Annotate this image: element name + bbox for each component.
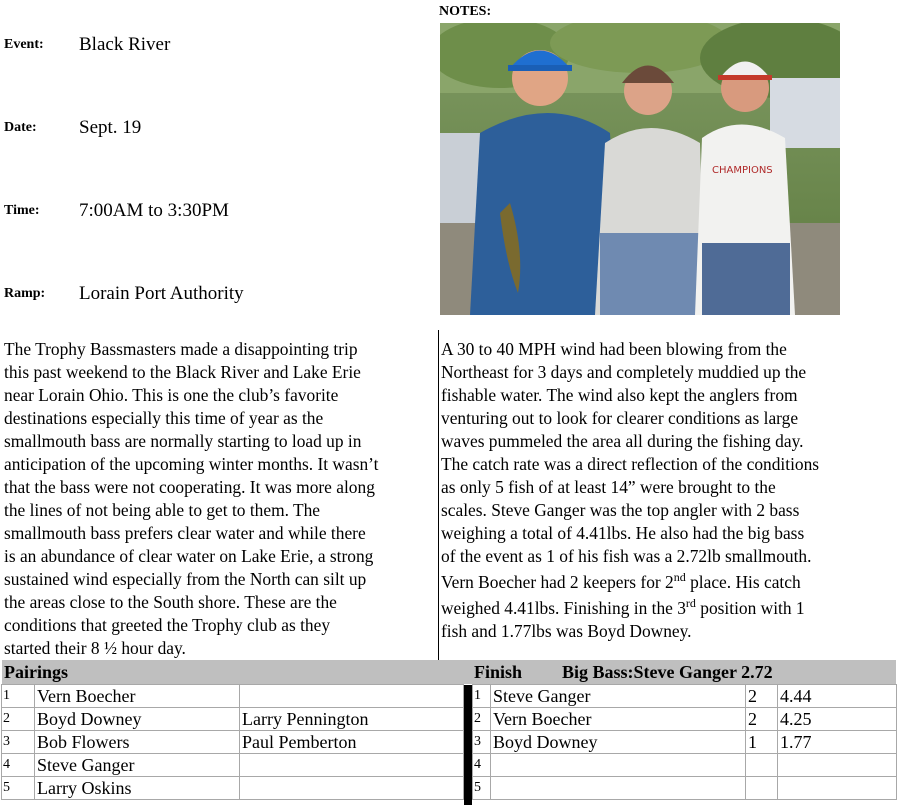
- report-left-line: the areas close to the South shore. These are the: [4, 592, 337, 612]
- results-header-bar: [2, 660, 896, 684]
- finish-angler: Vern Boecher: [491, 708, 746, 731]
- table-row: [2, 754, 464, 777]
- finish-table: [472, 684, 897, 800]
- report-left-line: smallmouth bass prefers clear water and while there: [4, 523, 366, 543]
- finish-weight: 4.25: [778, 708, 897, 731]
- finish-angler: Boyd Downey: [491, 731, 746, 754]
- finish-weight: 1.77: [778, 731, 897, 754]
- finish-fish-count: 2: [746, 685, 778, 708]
- pairing-angler: Bob Flowers: [35, 731, 240, 754]
- svg-text:CHAMPIONS: CHAMPIONS: [712, 165, 773, 176]
- event-ramp: Lorain Port Authority: [79, 283, 244, 304]
- pairing-angler: Larry Oskins: [35, 777, 240, 800]
- pairing-angler: Boyd Downey: [35, 708, 240, 731]
- finish-fish-count: [746, 777, 778, 800]
- pairing-number: 5: [2, 777, 35, 800]
- time-label: Time:: [4, 203, 40, 218]
- pairing-partner: [240, 754, 464, 777]
- report-left-line: this past weekend to the Black River and Lake Erie: [4, 362, 361, 382]
- table-row: [473, 685, 897, 708]
- report-right-line: Northeast for 3 days and completely muddied up the: [441, 362, 807, 382]
- pairing-angler: Vern Boecher: [35, 685, 240, 708]
- report-right-line: weighed 4.41lbs. Finishing in the 3rd position with 1: [441, 596, 805, 618]
- report-right-line: scales. Steve Ganger was the top angler with 2 bass: [441, 500, 800, 520]
- finish-place: 3: [473, 731, 491, 754]
- table-row: [473, 777, 897, 800]
- pairings-table: [1, 684, 464, 800]
- report-right-line: fishable water. The wind also kept the anglers from: [441, 385, 798, 405]
- report-left-line: that the bass were not cooperating. It was more along: [4, 477, 375, 497]
- finish-fish-count: 1: [746, 731, 778, 754]
- report-left-line: conditions that greeted the Trophy club as they: [4, 615, 331, 635]
- event-label: Event:: [4, 37, 44, 52]
- table-row: [473, 708, 897, 731]
- event-date: Sept. 19: [79, 117, 142, 138]
- report-left-line: sustained wind especially from the North can silt up: [4, 569, 367, 589]
- report-right-line: as only 5 fish of at least 14” were brought to the: [441, 477, 776, 497]
- report-left-line: smallmouth bass are normally starting to load up in: [4, 431, 362, 451]
- report-right-line: waves pummeled the area all during the fishing day.: [441, 431, 804, 451]
- finish-place: 1: [473, 685, 491, 708]
- anglers-photo: [440, 23, 840, 315]
- finish-place: 4: [473, 754, 491, 777]
- report-right-line: Vern Boecher had 2 keepers for 2nd place. His catch: [441, 570, 801, 592]
- table-row: [2, 685, 464, 708]
- event-name: Black River: [79, 34, 171, 55]
- table-row: [2, 777, 464, 800]
- finish-angler: [491, 754, 746, 777]
- report-left-line: the lines of not being able to get to them. The: [4, 500, 321, 520]
- finish-angler: Steve Ganger: [491, 685, 746, 708]
- report-right-line: of the event as 1 of his fish was a 2.72lb smallmouth.: [441, 546, 812, 566]
- report-left: [4, 338, 378, 660]
- report-left-line: is an abundance of clear water on Lake Erie, a strong: [4, 546, 374, 566]
- report-right: [441, 338, 819, 643]
- pairing-partner: [240, 777, 464, 800]
- report-right-line: A 30 to 40 MPH wind had been blowing from the: [441, 339, 787, 359]
- finish-place: 2: [473, 708, 491, 731]
- pairing-number: 3: [2, 731, 35, 754]
- finish-fish-count: [746, 754, 778, 777]
- report-right-line: weighing a total of 4.41lbs. He also had the big bass: [441, 523, 805, 543]
- event-time: 7:00AM to 3:30PM: [79, 200, 229, 221]
- table-row: [2, 731, 464, 754]
- report-left-line: The Trophy Bassmasters made a disappointing trip: [4, 339, 358, 359]
- finish-weight: [778, 777, 897, 800]
- report-left-line: anticipation of the upcoming winter months. It wasn’t: [4, 454, 379, 474]
- finish-weight: [778, 754, 897, 777]
- finish-fish-count: 2: [746, 708, 778, 731]
- finish-place: 5: [473, 777, 491, 800]
- column-divider: [438, 330, 439, 660]
- report-right-line: fish and 1.77lbs was Boyd Downey.: [441, 621, 692, 641]
- finish-header: Finish: [474, 662, 523, 682]
- table-separator: [464, 685, 472, 805]
- notes-label: NOTES:: [439, 4, 492, 19]
- report-left-line: started their 8 ½ hour day.: [4, 638, 186, 658]
- pairing-partner: Paul Pemberton: [240, 731, 464, 754]
- finish-weight: 4.44: [778, 685, 897, 708]
- report-left-line: destinations especially this time of year as the: [4, 408, 324, 428]
- pairing-angler: Steve Ganger: [35, 754, 240, 777]
- pairing-number: 2: [2, 708, 35, 731]
- pairing-partner: [240, 685, 464, 708]
- report-left-line: near Lorain Ohio. This is one the club’s favorite: [4, 385, 339, 405]
- big-bass-header: Big Bass:Steve Ganger 2.72: [562, 662, 773, 682]
- table-row: [2, 708, 464, 731]
- pairing-number: 4: [2, 754, 35, 777]
- finish-angler: [491, 777, 746, 800]
- pairing-number: 1: [2, 685, 35, 708]
- table-row: [473, 754, 897, 777]
- pairings-header: Pairings: [4, 662, 69, 682]
- report-right-line: venturing out to look for clearer conditions as large: [441, 408, 799, 428]
- report-right-line: The catch rate was a direct reflection of the conditions: [441, 454, 820, 474]
- table-row: [473, 731, 897, 754]
- date-label: Date:: [4, 120, 37, 135]
- ramp-label: Ramp:: [4, 286, 46, 301]
- pairing-partner: Larry Pennington: [240, 708, 464, 731]
